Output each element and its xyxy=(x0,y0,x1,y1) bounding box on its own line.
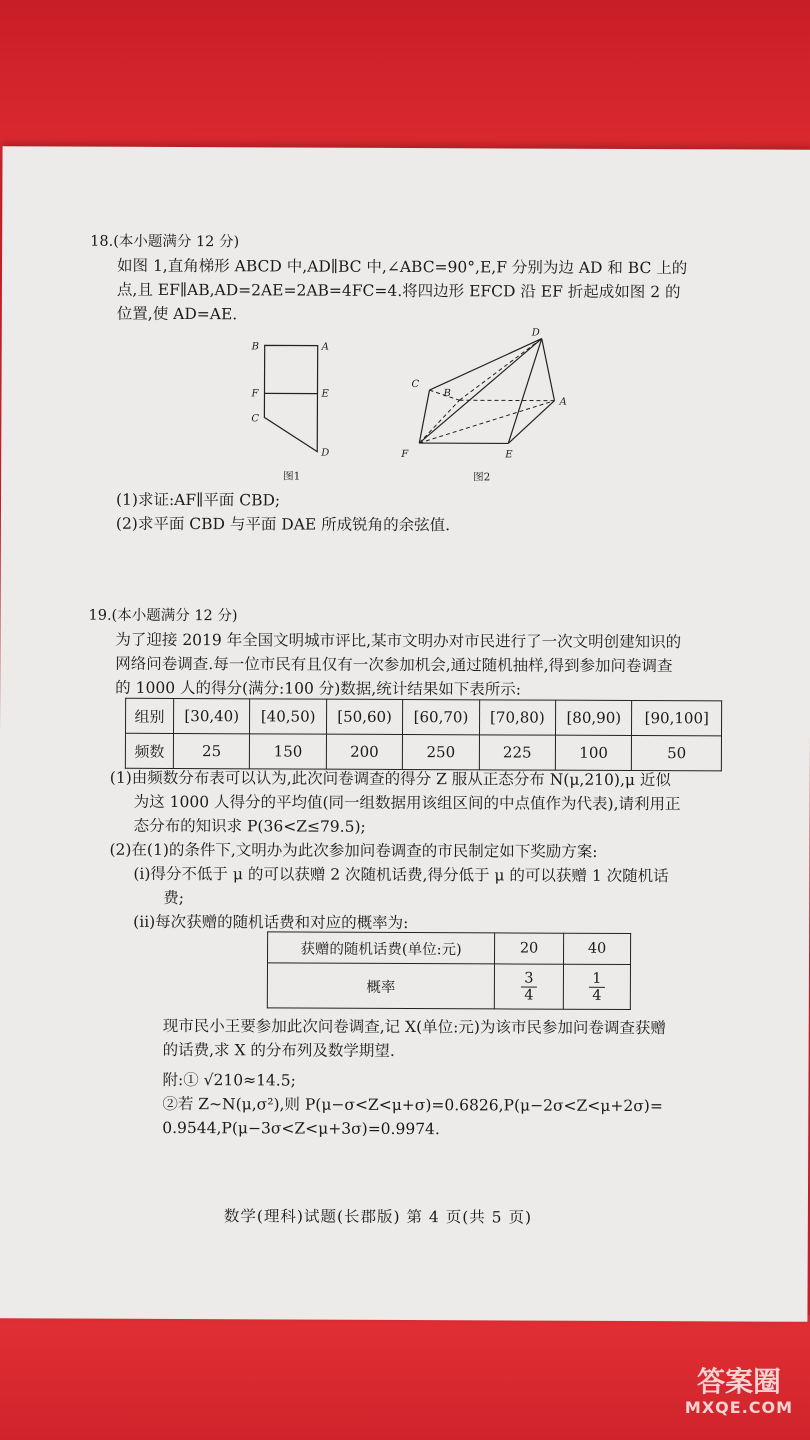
site-watermark xyxy=(674,1366,804,1418)
q19-text-line1: 为了迎接 2019 年全国文明城市评比,某市文明办对市民进行了一次文明创建知识的 xyxy=(115,630,682,652)
q19-question-line1: 现市民小王要参加此次问卷调查,记 X(单位:元)为该市民参加问卷调查获赠 xyxy=(162,1016,666,1038)
prize-table-row-probability xyxy=(267,963,630,1010)
q18-header: 18.(本小题满分 12 分) xyxy=(90,233,240,251)
group-cell: [90,100] xyxy=(632,700,722,735)
fig1-label-e: E xyxy=(321,388,329,400)
background-top xyxy=(0,0,810,160)
q19-part2-ii-line: (ⅱ)每次获赠的随机话费和对应的概率为: xyxy=(133,912,409,933)
fraction-one-quarter xyxy=(589,970,604,1003)
fraction-numerator: 3 xyxy=(521,970,536,987)
prize-amount-label: 获赠的随机话费(单位:元) xyxy=(267,932,494,964)
q18-part1: (1)求证:AF∥平面 CBD; xyxy=(115,490,281,510)
q19-note-line3: 0.9544,P(μ−3σ<Z<μ+3σ)=0.9974. xyxy=(162,1118,440,1139)
q19-part2-i-line1: (ⅰ)得分不低于 μ 的可以获赠 2 次随机话费,得分低于 μ 的可以获赠 1 次随机话 xyxy=(133,864,669,886)
group-cell: [80,90) xyxy=(556,700,633,735)
count-cell: 225 xyxy=(479,735,556,770)
q19-question-line2: 的话费,求 X 的分布列及数学期望. xyxy=(162,1040,395,1060)
fig2-caption: 图2 xyxy=(473,471,491,484)
fraction-three-quarters xyxy=(521,970,536,1003)
figure-1-trapezoid xyxy=(241,332,352,462)
probability-40 xyxy=(563,964,630,1009)
prize-amount-40: 40 xyxy=(563,933,630,964)
frequency-table-row-groups xyxy=(126,698,722,736)
q19-text-line2: 网络问卷调查.每一位市民有且仅有一次参加机会,通过随机抽样,得到参加问卷调查 xyxy=(115,654,673,676)
q19-text-line3: 的 1000 人的得分(满分:100 分)数据,统计结果如下表所示: xyxy=(115,678,522,699)
fig2-label-d: D xyxy=(531,327,540,339)
watermark-url: MXQE.COM xyxy=(684,1398,794,1417)
fraction-numerator: 1 xyxy=(589,970,604,987)
group-cell: [70,80) xyxy=(479,700,556,735)
count-cell: 100 xyxy=(555,735,632,770)
frequency-table xyxy=(125,698,722,772)
exam-page xyxy=(0,146,810,1322)
q19-header: 19.(本小题满分 12 分) xyxy=(88,607,238,625)
count-cell: 150 xyxy=(250,734,327,769)
prize-table-row-amount xyxy=(267,932,630,965)
figure-2-folded-solid xyxy=(391,323,582,464)
q18-part2: (2)求平面 CBD 与平面 DAE 所成锐角的余弦值. xyxy=(115,514,451,535)
group-cell: [40,50) xyxy=(250,699,327,734)
fig1-label-c: C xyxy=(251,413,260,425)
fig2-label-f: F xyxy=(401,448,409,461)
fig2-label-b: B xyxy=(443,388,451,400)
q19-note-line1: 附:① √210≈14.5; xyxy=(162,1070,296,1090)
fraction-denominator: 4 xyxy=(592,987,602,1004)
table-header-cell: 频数 xyxy=(125,733,173,768)
fig1-label-d: D xyxy=(321,447,330,459)
fig1-label-b: B xyxy=(251,341,260,353)
group-cell: [60,70) xyxy=(403,699,480,734)
probability-label: 概率 xyxy=(267,963,494,1009)
q19-part2-line: (2)在(1)的条件下,文明办为此次参加问卷调查的市民制定如下奖励方案: xyxy=(109,840,598,861)
count-cell: 250 xyxy=(403,734,480,769)
q18-text-line2: 点,且 EF∥AB,AD=2AE=2AB=4FC=4.将四边形 EFCD 沿 EF 折起成如图 2 的 xyxy=(116,280,681,302)
prize-probability-table xyxy=(267,931,631,1010)
group-cell: [30,40) xyxy=(174,698,251,733)
group-cell: [50,60) xyxy=(326,699,403,734)
fig1-caption: 图1 xyxy=(283,470,301,483)
watermark-logo-text: 答案圈 xyxy=(696,1365,781,1398)
q19-part2-i-line2: 费; xyxy=(163,888,185,908)
fig1-label-f: F xyxy=(251,388,259,400)
fig1-label-a: A xyxy=(321,341,329,353)
fig2-label-c: C xyxy=(411,379,420,391)
probability-20 xyxy=(494,964,563,1009)
fig2-label-e: E xyxy=(505,449,513,461)
frequency-table-row-counts xyxy=(125,733,721,771)
q18-text-line3: 位置,使 AD=AE. xyxy=(116,304,238,324)
q18-text-line1: 如图 1,直角梯形 ABCD 中,AD∥BC 中,∠ABC=90°,E,F 分别为边 AD 和 BC 上的 xyxy=(117,256,688,278)
page-footer: 数学(理科)试题(长郡版) 第 4 页(共 5 页) xyxy=(223,1207,533,1227)
q19-part1-line2: 为这 1000 人得分的平均值(同一组数据用该组区间的中点值作为代表),请利用正 xyxy=(133,792,681,814)
fraction-denominator: 4 xyxy=(524,987,534,1004)
count-cell: 200 xyxy=(326,734,403,769)
q19-part1-line3: 态分布的知识求 P(36<Z≤79.5); xyxy=(133,816,366,836)
count-cell: 25 xyxy=(173,733,250,768)
count-cell: 50 xyxy=(632,735,722,770)
q19-part1-line1: (1)由频数分布表可以认为,此次问卷调查的得分 Z 服从正态分布 N(μ,210),μ 近似 xyxy=(109,768,671,790)
prize-amount-20: 20 xyxy=(494,933,563,964)
q19-note-line2: ②若 Z~N(μ,σ²),则 P(μ−σ<Z<μ+σ)=0.6826,P(μ−2σ<Z<μ+2σ)= xyxy=(162,1094,663,1116)
table-header-cell: 组别 xyxy=(126,698,174,733)
fig2-label-a: A xyxy=(559,396,567,408)
